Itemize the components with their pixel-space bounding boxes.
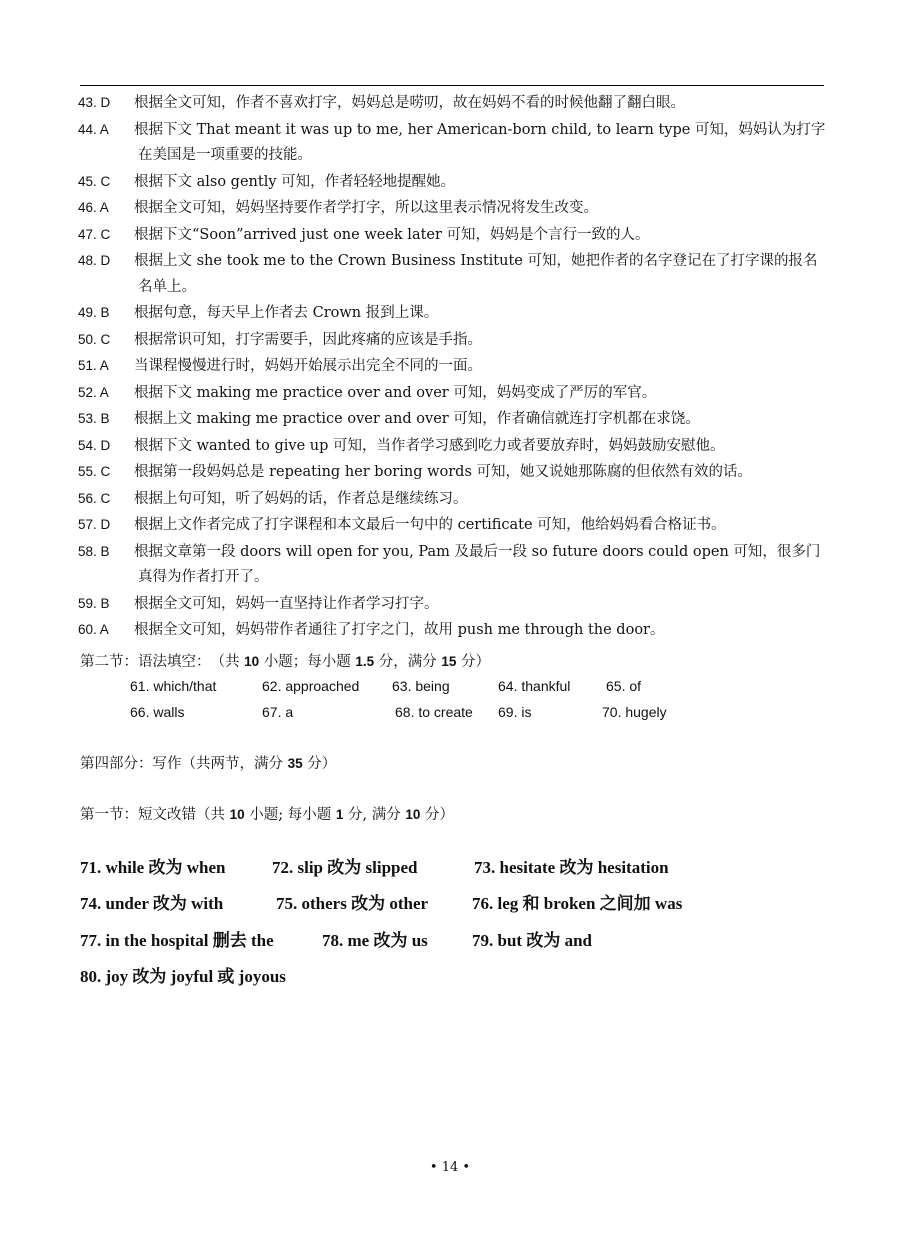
- answer-item: 56. C 根据上句可知，听了妈妈的话，作者总是继续练习。: [78, 490, 468, 507]
- grammar-answer: 63. being: [392, 678, 450, 694]
- grammar-answer: 64. thankful: [498, 678, 571, 694]
- correction-item: 79. but 改为 and: [472, 931, 592, 950]
- correction-item: 73. hesitate 改为 hesitation: [474, 858, 669, 877]
- answer-item: 58. B 根据文章第一段 doors will open for you, Pam 及最后一段 so future doors could open 可知，很多门真得为作者打开了。: [78, 543, 821, 585]
- correction-item: 75. others 改为 other: [276, 894, 429, 913]
- answer-explanations: [78, 90, 828, 644]
- correction-item: 72. slip 改为 slipped: [272, 858, 418, 877]
- answer-item: 49. B 根据句意，每天早上作者去 Crown 报到上课。: [78, 305, 439, 321]
- answer-item: 43. D 根据全文可知，作者不喜欢打字，妈妈总是唠叨，故在妈妈不看的时候他翻了翻白眼。: [78, 95, 685, 111]
- grammar-answer: 66. walls: [130, 704, 185, 720]
- answer-item: 53. B 根据上文 making me practice over and over 可知，作者确信就连打字机都在求饶。: [78, 411, 700, 427]
- correction-item: 71. while 改为 when: [80, 858, 226, 877]
- section-heading-grammar: 第二节：语法填空： （共 10 小题；每小题 1.5 分，满分 15 分）: [80, 654, 490, 670]
- answer-item: 48. D 根据上文 she took me to the Crown Business Institute 可知，她把作者的名字登记在了打字课的报名名单上。: [78, 253, 818, 295]
- correction-item: 77. in the hospital 删去 the: [80, 931, 274, 950]
- header-rule: [80, 85, 824, 86]
- grammar-answer: 68. to create: [395, 704, 473, 720]
- correction-item: 80. joy 改为 joyful 或 joyous: [80, 967, 286, 986]
- grammar-answer: 62. approached: [262, 678, 360, 694]
- answer-item: 57. D 根据上文作者完成了打字课程和本文最后一句中的 certificate 可知，他给妈妈看合格证书。: [78, 517, 726, 533]
- section-heading-correction: 第一节：短文改错（共 10 小题; 每小题 1 分, 满分 10 分）: [80, 807, 454, 823]
- answer-item: 59. B 根据全文可知，妈妈一直坚持让作者学习打字。: [78, 595, 439, 612]
- grammar-answer: 69. is: [498, 704, 532, 720]
- answer-item: 46. A 根据全文可知，妈妈坚持要作者学打字，所以这里表示情况将发生改变。: [78, 200, 598, 216]
- answer-item: 60. A 根据全文可知，妈妈带作者通往了打字之门，故用 push me through the door。: [78, 622, 665, 638]
- answer-item: 54. D 根据下文 wanted to give up 可知，当作者学习感到吃力或者要放弃时，妈妈鼓励安慰他。: [78, 437, 725, 454]
- grammar-answer: 65. of: [606, 678, 642, 694]
- answer-item: 50. C 根据常识可知，打字需要手，因此疼痛的应该是手指。: [78, 331, 482, 348]
- correction-item: 78. me 改为 us: [322, 931, 428, 950]
- correction-item: 74. under 改为 with: [80, 894, 224, 913]
- answer-item: 44. A 根据下文 That meant it was up to me, her American-born child, to learn type 可知，妈妈认为打字在美国是一项重要的技能。: [78, 121, 826, 163]
- grammar-answer: 61. which/that: [130, 678, 217, 694]
- grammar-answer: 70. hugely: [602, 704, 667, 720]
- grammar-answer: 67. a: [262, 704, 294, 720]
- page-number: • 14 •: [429, 1160, 471, 1175]
- answer-item: 47. C 根据下文“Soon”arrived just one week later 可知，妈妈是个言行一致的人。: [78, 226, 650, 243]
- answer-item: 51. A 当课程慢慢进行时，妈妈开始展示出完全不同的一面。: [78, 358, 482, 374]
- section-heading-writing: 第四部分：写作（共两节，满分 35 分）: [80, 756, 337, 772]
- answer-item: 45. C 根据下文 also gently 可知，作者轻轻地提醒她。: [78, 173, 456, 190]
- correction-item: 76. leg 和 broken 之间加 was: [472, 894, 683, 913]
- answer-item: 55. C 根据第一段妈妈总是 repeating her boring words 可知，她又说她那陈腐的但依然有效的话。: [78, 464, 752, 480]
- answer-item: 52. A 根据下文 making me practice over and over 可知，妈妈变成了严厉的军官。: [78, 384, 657, 401]
